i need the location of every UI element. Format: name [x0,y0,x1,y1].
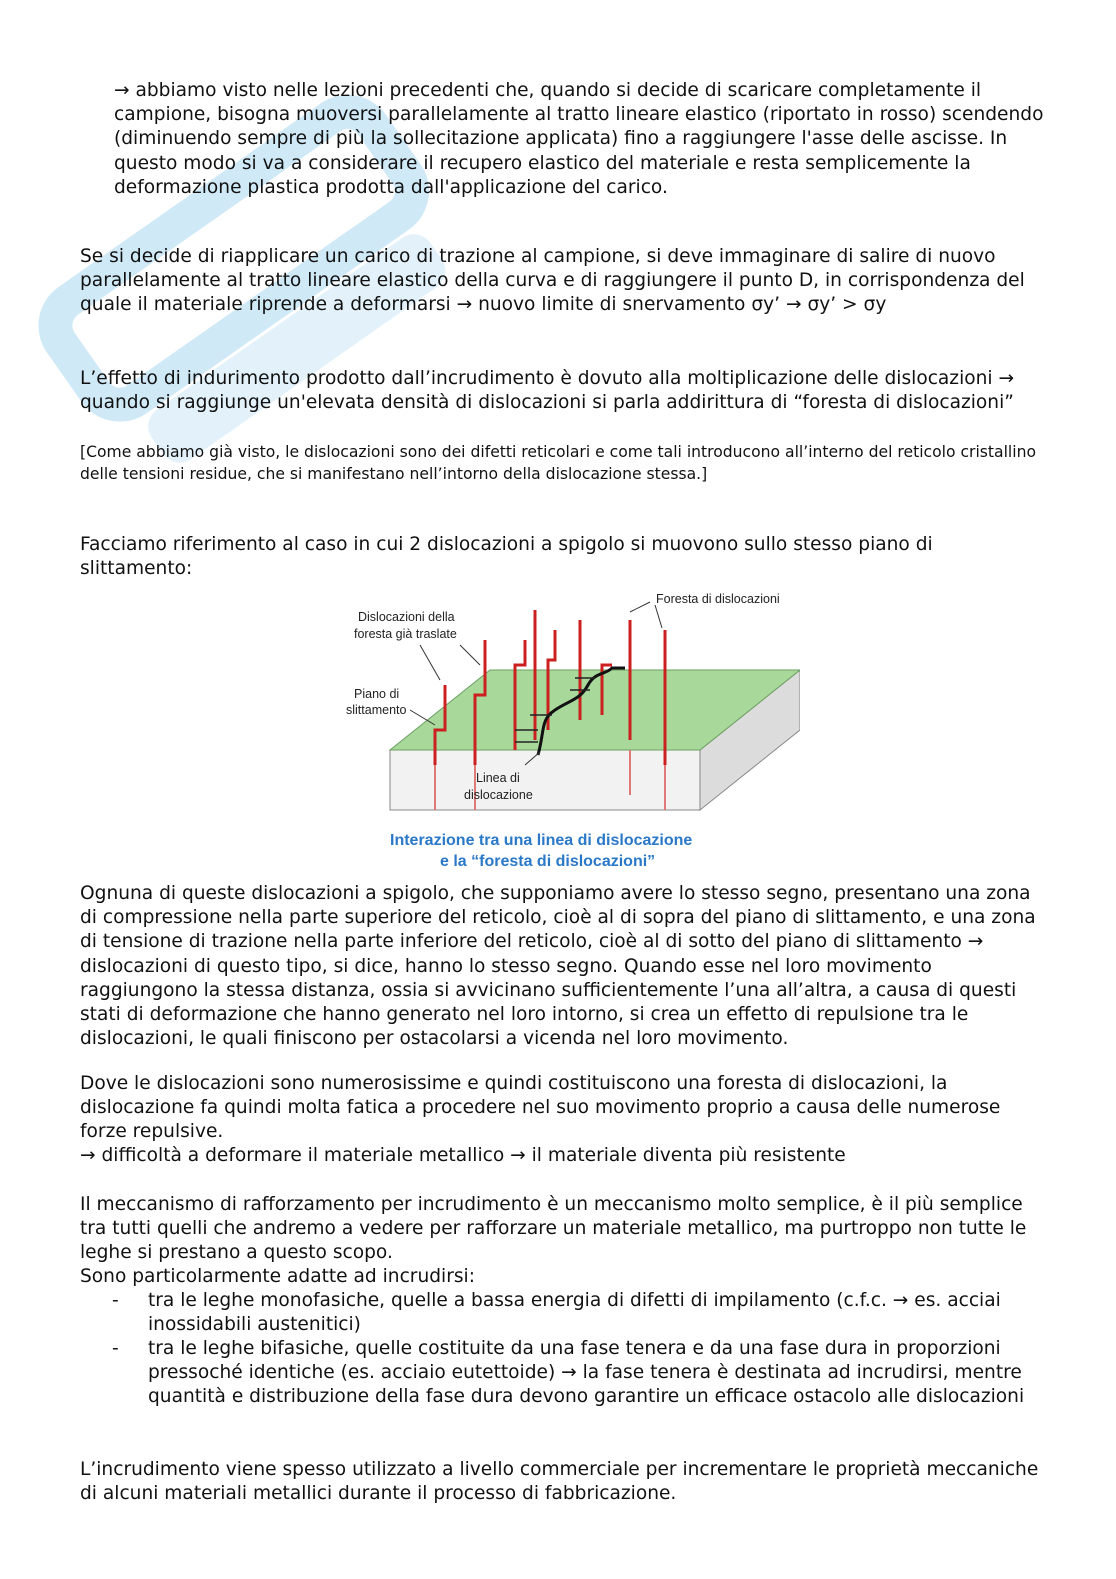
label-linea-line1: Linea di [476,771,520,785]
figure-caption-line1: Interazione tra una linea di dislocazione [390,832,693,849]
paragraph-reloading: Se si decide di riapplicare un carico di trazione al campione, si deve immaginare di salire di nuovo parallelamente al tratto lineare elastico della curva e di raggiungere il punto D, in corrispondenza del quale il materiale riprende a deformarsi → nuovo limite di snervamento σy’ → σy’ > σy [80,246,1025,316]
paragraph-edge-dislocations: Facciamo riferimento al caso in cui 2 dislocazioni a spigolo si muovono sullo stesso piano di slittamento: [80,534,933,580]
label-piano-line2: slittamento [346,703,407,717]
list-bullet-2: - [112,1338,119,1359]
paragraph-hardening: L’effetto di indurimento prodotto dall’incrudimento è dovuto alla moltiplicazione delle dislocazioni → quando si raggiunge un'elevata densità di dislocazioni si parla addirittura di “foresta di dislocazioni” [80,368,1015,414]
paragraph-commercial-use: L’incrudimento viene spesso utilizzato a livello commerciale per incrementare le proprietà meccaniche di alcuni materiali metallici durante il processo di fabbricazione. [80,1459,1039,1505]
list-item-monophase: tra le leghe monofasiche, quelle a bassa energia di difetti di impilamento (c.f.c. → es. acciai inossidabili austenitici) [148,1290,1001,1336]
label-piano-line1: Piano di [354,687,400,701]
paragraph-unloading: → abbiamo visto nelle lezioni precedenti che, quando si decide di scaricare completamente il campione, bisogna muoversi parallelamente al tratto lineare elastico (riportato in rosso) scendendo (diminuendo sempre di più la sollecitazione applicata) fino a raggiungere l'asse delle ascisse. In questo modo si va a considerare il recupero elastico del materiale e resta semplicemente la deformazione plastica prodotta dall'applicazione del carico. [114,80,1044,198]
dislocation-forest-figure [340,590,800,880]
label-linea-line2: dislocazione [464,788,533,802]
label-foresta: Foresta di dislocazioni [656,592,780,606]
paragraph-suitable: Sono particolarmente adatte ad incrudirsi: [80,1266,475,1287]
list-bullet-1: - [112,1290,119,1311]
label-traslate-line1: Dislocazioni della [358,610,455,624]
list-item-biphase: tra le leghe bifasiche, quelle costituite da una fase tenera e da una fase dura in proporzioni pressoché identiche (es. acciaio eutettoide) → la fase tenera è destinata ad incrudirsi, mentre quantità e distribuzione della fase dura devono garantire un efficace ostacolo alle dislocazioni [148,1338,1025,1408]
figure-caption-line2: e la “foresta di dislocazioni” [440,853,656,870]
label-traslate-line2: foresta già traslate [354,627,457,641]
paragraph-consequence: → difficoltà a deformare il materiale metallico → il materiale diventa più resistente [80,1145,846,1166]
paragraph-forest-effect: Dove le dislocazioni sono numerosissime e quindi costituiscono una foresta di dislocazioni, la dislocazione fa quindi molta fatica a procedere nel suo movimento proprio a causa delle numerose forze repulsive. [80,1073,1001,1143]
paragraph-repulsion: Ognuna di queste dislocazioni a spigolo, che supponiamo avere lo stesso segno, presentano una zona di compressione nella parte superiore del reticolo, cioè al di sopra del piano di slittamento, e una zona di tensione di trazione nella parte inferiore del reticolo, cioè al di sotto del piano di slittamento → dislocazioni di questo tipo, si dice, hanno lo stesso segno. Quando esse nel loro movimento raggiungono la stessa distanza, ossia si avvicinano sufficientemente l’una all’altra, a causa di questi stati di deformazione che hanno generato nel loro intorno, si crea un effetto di repulsione tra le dislocazioni, le quali finiscono per ostacolarsi a vicenda nel loro movimento. [80,883,1036,1050]
paragraph-mechanism: Il meccanismo di rafforzamento per incrudimento è un meccanismo molto semplice, è il più semplice tra tutti quelli che andremo a vedere per rafforzare un materiale metallico, ma purtroppo non tutte le leghe si prestano a questo scopo. [80,1194,1027,1264]
paragraph-note: [Come abbiamo già visto, le dislocazioni sono dei difetti reticolari e come tali introducono all’interno del reticolo cristallino delle tensioni residue, che si manifestano nell’intorno della dislocazione stessa.] [80,443,1037,483]
